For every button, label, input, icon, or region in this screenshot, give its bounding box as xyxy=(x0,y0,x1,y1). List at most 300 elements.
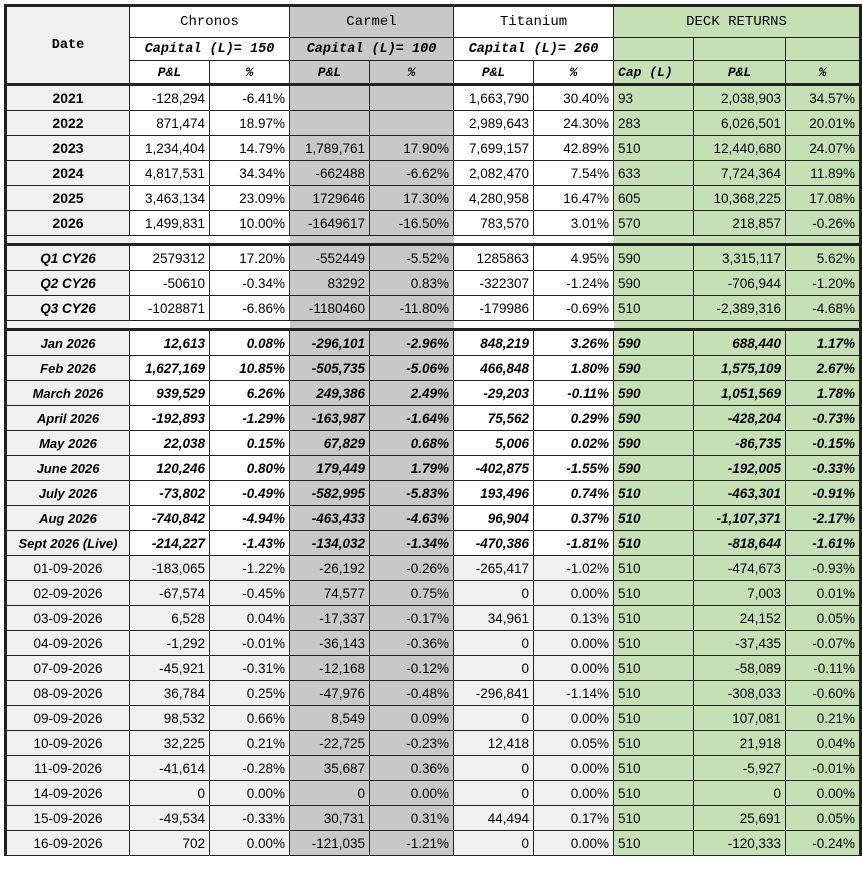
cell-value: 6,528 xyxy=(130,606,210,631)
cell-value: 1,499,831 xyxy=(130,211,210,236)
cell-value: 871,474 xyxy=(130,111,210,136)
cell-value: 0.31% xyxy=(370,806,454,831)
cell-value: 0.00% xyxy=(534,706,614,731)
row-date: Sept 2026 (Live) xyxy=(6,531,130,556)
cell-value: 570 xyxy=(614,211,694,236)
titanium-header: Titanium xyxy=(454,6,614,38)
cell-value: 0.68% xyxy=(370,431,454,456)
cell-value: -4.94% xyxy=(210,506,290,531)
cell-value: -0.69% xyxy=(534,296,614,321)
cell-value: 0.75% xyxy=(370,581,454,606)
row-date: 11-09-2026 xyxy=(6,756,130,781)
row-date: 03-09-2026 xyxy=(6,606,130,631)
cell-value xyxy=(370,85,454,111)
cell-value: -41,614 xyxy=(130,756,210,781)
row-date: July 2026 xyxy=(6,481,130,506)
cell-value: 510 xyxy=(614,481,694,506)
day-row xyxy=(6,681,861,706)
cell-value: 0.80% xyxy=(210,456,290,481)
day-row xyxy=(6,606,861,631)
month-row xyxy=(6,330,861,356)
cell-value: 218,857 xyxy=(694,211,786,236)
cell-value: 590 xyxy=(614,406,694,431)
cell-value: -0.91% xyxy=(786,481,861,506)
cell-value: -0.33% xyxy=(786,456,861,481)
chronos-pnl-header: P&L xyxy=(130,61,210,85)
month-row xyxy=(6,531,861,556)
cell-value: 1729646 xyxy=(290,186,370,211)
cell-value: 7.54% xyxy=(534,161,614,186)
cell-value: 0 xyxy=(454,756,534,781)
row-date: Feb 2026 xyxy=(6,356,130,381)
cell-value: -2,389,316 xyxy=(694,296,786,321)
cell-value: 0.00% xyxy=(210,831,290,856)
month-row xyxy=(6,431,861,456)
cell-value: 590 xyxy=(614,431,694,456)
cell-value: -1.29% xyxy=(210,406,290,431)
cell-value: 510 xyxy=(614,296,694,321)
cell-value: 590 xyxy=(614,456,694,481)
cell-value: 0.36% xyxy=(370,756,454,781)
cell-value: -0.45% xyxy=(210,581,290,606)
cell-value: 249,386 xyxy=(290,381,370,406)
cell-value: 16.47% xyxy=(534,186,614,211)
row-date: April 2026 xyxy=(6,406,130,431)
cell-value: 510 xyxy=(614,831,694,856)
cell-value: 12,418 xyxy=(454,731,534,756)
cell-value: -179986 xyxy=(454,296,534,321)
cell-value: 0.74% xyxy=(534,481,614,506)
cell-value: 34,961 xyxy=(454,606,534,631)
cell-value: 6.26% xyxy=(210,381,290,406)
cell-value: -11.80% xyxy=(370,296,454,321)
cell-value: -214,227 xyxy=(130,531,210,556)
month-row xyxy=(6,456,861,481)
cell-value: -1.81% xyxy=(534,531,614,556)
row-date: 2025 xyxy=(6,186,130,211)
titanium-pct-header: % xyxy=(534,61,614,85)
cell-value: 1,627,169 xyxy=(130,356,210,381)
cell-value: -37,435 xyxy=(694,631,786,656)
cell-value: -463,433 xyxy=(290,506,370,531)
cell-value: -0.24% xyxy=(786,831,861,856)
day-row xyxy=(6,706,861,731)
cell-value: 0.25% xyxy=(210,681,290,706)
cell-value: 1.80% xyxy=(534,356,614,381)
cell-value: -0.33% xyxy=(210,806,290,831)
cell-value: 1,234,404 xyxy=(130,136,210,161)
cell-value: -0.01% xyxy=(210,631,290,656)
carmel-header: Carmel xyxy=(290,6,454,38)
cell-value: -192,893 xyxy=(130,406,210,431)
cell-value: 2,038,903 xyxy=(694,85,786,111)
deck-pnl-header: P&L xyxy=(694,61,786,85)
cell-value: -662488 xyxy=(290,161,370,186)
cell-value: 44,494 xyxy=(454,806,534,831)
cell-value: 1.79% xyxy=(370,456,454,481)
cell-value: 2579312 xyxy=(130,245,210,271)
cell-value: 10,368,225 xyxy=(694,186,786,211)
cell-value: 74,577 xyxy=(290,581,370,606)
titanium-pnl-header: P&L xyxy=(454,61,534,85)
cell-value: 0.00% xyxy=(534,756,614,781)
cell-value: -0.11% xyxy=(786,656,861,681)
cell-value: -36,143 xyxy=(290,631,370,656)
cell-value: 17.20% xyxy=(210,245,290,271)
cell-value: 6,026,501 xyxy=(694,111,786,136)
cell-value: -128,294 xyxy=(130,85,210,111)
cell-value: 0.09% xyxy=(370,706,454,731)
cell-value: 0 xyxy=(454,631,534,656)
cell-value: 3,463,134 xyxy=(130,186,210,211)
cell-value: 12,440,680 xyxy=(694,136,786,161)
cell-value: -428,204 xyxy=(694,406,786,431)
day-row xyxy=(6,781,861,806)
cell-value: 0 xyxy=(130,781,210,806)
cell-value: -402,875 xyxy=(454,456,534,481)
deck-cap-header: Cap (L) xyxy=(614,61,694,85)
cell-value: -740,842 xyxy=(130,506,210,531)
cell-value: 23.09% xyxy=(210,186,290,211)
cell-value: 0.83% xyxy=(370,271,454,296)
cell-value: -1649617 xyxy=(290,211,370,236)
cell-value: -296,841 xyxy=(454,681,534,706)
cell-value: -4.63% xyxy=(370,506,454,531)
cell-value: 17.30% xyxy=(370,186,454,211)
cell-value: 0.21% xyxy=(786,706,861,731)
chronos-header: Chronos xyxy=(130,6,290,38)
cell-value: 30.40% xyxy=(534,85,614,111)
row-date: 2023 xyxy=(6,136,130,161)
cell-value: -1.14% xyxy=(534,681,614,706)
day-row xyxy=(6,756,861,781)
cell-value: 590 xyxy=(614,381,694,406)
cell-value: -58,089 xyxy=(694,656,786,681)
cell-value: 179,449 xyxy=(290,456,370,481)
cell-value: -16.50% xyxy=(370,211,454,236)
cell-value: -163,987 xyxy=(290,406,370,431)
cell-value: -1.02% xyxy=(534,556,614,581)
row-date: 09-09-2026 xyxy=(6,706,130,731)
cell-value: -1.20% xyxy=(786,271,861,296)
cell-value: -706,944 xyxy=(694,271,786,296)
cell-value: -1.22% xyxy=(210,556,290,581)
cell-value: 18.97% xyxy=(210,111,290,136)
row-date: Jan 2026 xyxy=(6,330,130,356)
cell-value: 3,315,117 xyxy=(694,245,786,271)
cell-value: -49,534 xyxy=(130,806,210,831)
cell-value: 24,152 xyxy=(694,606,786,631)
cell-value: 510 xyxy=(614,606,694,631)
cell-value: -1,107,371 xyxy=(694,506,786,531)
cell-value: 2,989,643 xyxy=(454,111,534,136)
cell-value: 25,691 xyxy=(694,806,786,831)
cell-value: 12,613 xyxy=(130,330,210,356)
cell-value: -183,065 xyxy=(130,556,210,581)
cell-value: 0.00% xyxy=(534,656,614,681)
cell-value: 98,532 xyxy=(130,706,210,731)
cell-value xyxy=(370,111,454,136)
date-header: Date xyxy=(6,6,130,85)
day-row xyxy=(6,581,861,606)
cell-value: 0 xyxy=(694,781,786,806)
year-row xyxy=(6,161,861,186)
carmel-capital: Capital (L)= 100 xyxy=(290,38,454,61)
cell-value: -12,168 xyxy=(290,656,370,681)
cell-value: 10.85% xyxy=(210,356,290,381)
cell-value: 0.05% xyxy=(534,731,614,756)
cell-value: 2.49% xyxy=(370,381,454,406)
cell-value: 510 xyxy=(614,581,694,606)
cell-value: 283 xyxy=(614,111,694,136)
cell-value: 848,219 xyxy=(454,330,534,356)
cell-value: -0.07% xyxy=(786,631,861,656)
day-row xyxy=(6,831,861,856)
cell-value: -1.61% xyxy=(786,531,861,556)
cell-value: -1.21% xyxy=(370,831,454,856)
cell-value: 510 xyxy=(614,506,694,531)
cell-value: 0.00% xyxy=(370,781,454,806)
row-date: 04-09-2026 xyxy=(6,631,130,656)
row-date: 2022 xyxy=(6,111,130,136)
cell-value: -121,035 xyxy=(290,831,370,856)
cell-value: 0.21% xyxy=(210,731,290,756)
cell-value: -265,417 xyxy=(454,556,534,581)
cell-value: -5.06% xyxy=(370,356,454,381)
cell-value: -1.64% xyxy=(370,406,454,431)
cell-value: 30,731 xyxy=(290,806,370,831)
day-row xyxy=(6,806,861,831)
cell-value: 1,051,569 xyxy=(694,381,786,406)
day-row xyxy=(6,631,861,656)
cell-value: 0.29% xyxy=(534,406,614,431)
cell-value: -6.41% xyxy=(210,85,290,111)
cell-value: 14.79% xyxy=(210,136,290,161)
month-row xyxy=(6,506,861,531)
cell-value: 510 xyxy=(614,136,694,161)
cell-value: -29,203 xyxy=(454,381,534,406)
cell-value: 4,280,958 xyxy=(454,186,534,211)
cell-value: -0.17% xyxy=(370,606,454,631)
row-date: 2026 xyxy=(6,211,130,236)
deck-capital-blank-1 xyxy=(614,38,694,61)
month-row xyxy=(6,356,861,381)
row-date: 14-09-2026 xyxy=(6,781,130,806)
carmel-pnl-header: P&L xyxy=(290,61,370,85)
cell-value: 0.00% xyxy=(534,831,614,856)
cell-value: -73,802 xyxy=(130,481,210,506)
cell-value: -0.01% xyxy=(786,756,861,781)
cell-value: -322307 xyxy=(454,271,534,296)
cell-value: 32,225 xyxy=(130,731,210,756)
row-date: Q2 CY26 xyxy=(6,271,130,296)
cell-value xyxy=(290,85,370,111)
cell-value: -2.17% xyxy=(786,506,861,531)
cell-value: -0.34% xyxy=(210,271,290,296)
cell-value: -296,101 xyxy=(290,330,370,356)
cell-value: -45,921 xyxy=(130,656,210,681)
cell-value: 0.17% xyxy=(534,806,614,831)
cell-value: 7,724,364 xyxy=(694,161,786,186)
row-date: 02-09-2026 xyxy=(6,581,130,606)
row-date: 08-09-2026 xyxy=(6,681,130,706)
cell-value: 590 xyxy=(614,245,694,271)
cell-value: -1.43% xyxy=(210,531,290,556)
cell-value: -6.86% xyxy=(210,296,290,321)
quarter-row xyxy=(6,271,861,296)
cell-value: -0.28% xyxy=(210,756,290,781)
cell-value: 0 xyxy=(290,781,370,806)
cell-value: -582,995 xyxy=(290,481,370,506)
cell-value: 939,529 xyxy=(130,381,210,406)
cell-value: 34.34% xyxy=(210,161,290,186)
cell-value: 605 xyxy=(614,186,694,211)
cell-value: 0.66% xyxy=(210,706,290,731)
cell-value: -6.62% xyxy=(370,161,454,186)
cell-value: 510 xyxy=(614,756,694,781)
row-date: Q3 CY26 xyxy=(6,296,130,321)
cell-value: 4,817,531 xyxy=(130,161,210,186)
cell-value: 466,848 xyxy=(454,356,534,381)
cell-value: -120,333 xyxy=(694,831,786,856)
cell-value: -5,927 xyxy=(694,756,786,781)
row-date: 15-09-2026 xyxy=(6,806,130,831)
cell-value: 11.89% xyxy=(786,161,861,186)
deck-returns-header: DECK RETURNS xyxy=(614,6,861,38)
cell-value: 510 xyxy=(614,731,694,756)
cell-value: 3.01% xyxy=(534,211,614,236)
cell-value: -463,301 xyxy=(694,481,786,506)
cell-value: -0.36% xyxy=(370,631,454,656)
cell-value: 0.04% xyxy=(210,606,290,631)
cell-value: 1.78% xyxy=(786,381,861,406)
cell-value: -0.12% xyxy=(370,656,454,681)
cell-value: 8,549 xyxy=(290,706,370,731)
cell-value: 24.30% xyxy=(534,111,614,136)
cell-value: 0 xyxy=(454,656,534,681)
cell-value: 7,003 xyxy=(694,581,786,606)
cell-value: 0.00% xyxy=(786,781,861,806)
cell-value: 590 xyxy=(614,356,694,381)
row-date: Q1 CY26 xyxy=(6,245,130,271)
cell-value: 120,246 xyxy=(130,456,210,481)
cell-value: -26,192 xyxy=(290,556,370,581)
cell-value: 0.13% xyxy=(534,606,614,631)
year-row xyxy=(6,211,861,236)
cell-value: -0.49% xyxy=(210,481,290,506)
cell-value: 1,575,109 xyxy=(694,356,786,381)
titanium-capital: Capital (L)= 260 xyxy=(454,38,614,61)
quarter-row xyxy=(6,296,861,321)
day-row xyxy=(6,556,861,581)
cell-value: 510 xyxy=(614,706,694,731)
cell-value: 702 xyxy=(130,831,210,856)
cell-value: -2.96% xyxy=(370,330,454,356)
cell-value: 0 xyxy=(454,781,534,806)
cell-value xyxy=(290,111,370,136)
cell-value: -0.31% xyxy=(210,656,290,681)
cell-value: -1.55% xyxy=(534,456,614,481)
cell-value: 0.15% xyxy=(210,431,290,456)
cell-value: 5,006 xyxy=(454,431,534,456)
cell-value: -0.60% xyxy=(786,681,861,706)
cell-value: -0.15% xyxy=(786,431,861,456)
chronos-pct-header: % xyxy=(210,61,290,85)
cell-value: -17,337 xyxy=(290,606,370,631)
cell-value: -50610 xyxy=(130,271,210,296)
cell-value: 510 xyxy=(614,656,694,681)
cell-value: 510 xyxy=(614,781,694,806)
cell-value: 96,904 xyxy=(454,506,534,531)
cell-value: 0.05% xyxy=(786,606,861,631)
cell-value: 510 xyxy=(614,531,694,556)
cell-value: 510 xyxy=(614,681,694,706)
cell-value: 10.00% xyxy=(210,211,290,236)
cell-value: 0.00% xyxy=(534,781,614,806)
returns-table xyxy=(4,4,862,856)
carmel-pct-header: % xyxy=(370,61,454,85)
deck-capital-blank-3 xyxy=(786,38,861,61)
cell-value: -474,673 xyxy=(694,556,786,581)
cell-value: 2,082,470 xyxy=(454,161,534,186)
cell-value: -1180460 xyxy=(290,296,370,321)
cell-value: 21,918 xyxy=(694,731,786,756)
year-row xyxy=(6,111,861,136)
cell-value: 783,570 xyxy=(454,211,534,236)
cell-value: -1,292 xyxy=(130,631,210,656)
cell-value: 0 xyxy=(454,831,534,856)
cell-value: -818,644 xyxy=(694,531,786,556)
cell-value: -308,033 xyxy=(694,681,786,706)
year-row xyxy=(6,85,861,111)
cell-value: 42.89% xyxy=(534,136,614,161)
deck-capital-blank-2 xyxy=(694,38,786,61)
cell-value: 22,038 xyxy=(130,431,210,456)
month-row xyxy=(6,481,861,506)
cell-value: 24.07% xyxy=(786,136,861,161)
cell-value: 83292 xyxy=(290,271,370,296)
cell-value: 1285863 xyxy=(454,245,534,271)
cell-value: 34.57% xyxy=(786,85,861,111)
cell-value: 0.02% xyxy=(534,431,614,456)
chronos-capital: Capital (L)= 150 xyxy=(130,38,290,61)
cell-value: -22,725 xyxy=(290,731,370,756)
row-date: 2024 xyxy=(6,161,130,186)
cell-value: 1,789,761 xyxy=(290,136,370,161)
row-date: 16-09-2026 xyxy=(6,831,130,856)
quarter-row xyxy=(6,245,861,271)
cell-value: 36,784 xyxy=(130,681,210,706)
cell-value: 1.17% xyxy=(786,330,861,356)
cell-value: -505,735 xyxy=(290,356,370,381)
cell-value: 193,496 xyxy=(454,481,534,506)
cell-value: -192,005 xyxy=(694,456,786,481)
cell-value: -0.73% xyxy=(786,406,861,431)
cell-value: -0.23% xyxy=(370,731,454,756)
cell-value: -1.34% xyxy=(370,531,454,556)
cell-value: -0.48% xyxy=(370,681,454,706)
cell-value: 7,699,157 xyxy=(454,136,534,161)
cell-value: 3.26% xyxy=(534,330,614,356)
year-row xyxy=(6,186,861,211)
cell-value: 0.04% xyxy=(786,731,861,756)
year-row xyxy=(6,136,861,161)
cell-value: -5.52% xyxy=(370,245,454,271)
deck-pct-header: % xyxy=(786,61,861,85)
table-body xyxy=(6,85,861,856)
cell-value: 4.95% xyxy=(534,245,614,271)
cell-value: -552449 xyxy=(290,245,370,271)
